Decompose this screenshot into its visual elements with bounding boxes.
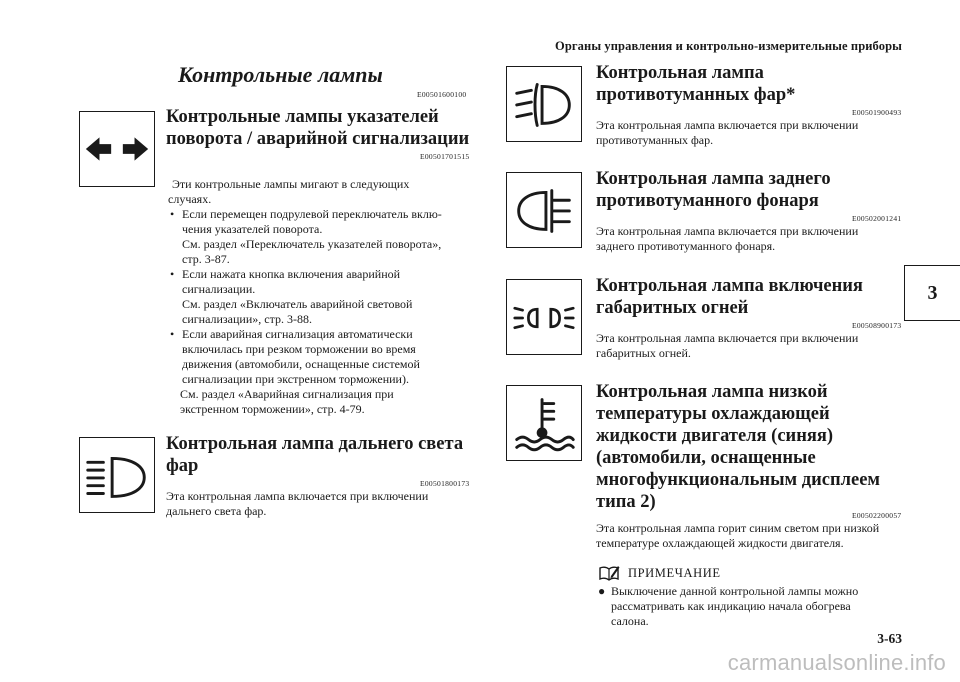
rear-fog-code: E00502001241 [852,214,902,223]
note-pencil-icon [598,564,620,582]
front-fog-code: E00501900493 [852,108,902,117]
turn-signal-heading: Контрольные лампы указателей поворота / аварийной сигнализации [166,107,470,149]
coolant-heading: Контрольная лампа низкой температуры охлаждающей жидкости двигателя (синяя) (автомобили, оснащенные многофункциональным дисплеем типа 2) [596,382,881,512]
note-list: ● Выключение данной контрольной лампы можно рассматривать как индикацию начала обогрева салона. [598,584,859,628]
turn-signal-arrows-icon [80,112,154,186]
turn-signal-bullet-list [168,207,488,387]
rear-fog-heading: Контрольная лампа заднего противотуманного фонаря [596,169,831,211]
note-bullet-icon: ● [598,584,606,598]
high-beam-code: E00501800173 [420,479,470,488]
high-beam-icon [80,438,154,512]
list-item: • Если нажата кнопка включения аварийной сигнализации. См. раздел «Включатель аварийной световой сигнализации», стр. 3-88. [170,267,413,326]
turn-signal-code: E00501701515 [420,152,470,161]
front-fog-heading: Контрольная лампа противотуманных фар* [596,63,796,105]
coolant-body: Эта контрольная лампа горит синим светом при низкой температуре охлаждающей жидкости двигателя. [596,521,880,550]
note-label: ПРИМЕЧАНИЕ [628,565,721,580]
coolant-temperature-icon [507,386,581,460]
position-lamp-code: E00508900173 [852,321,902,330]
position-lamp-body: Эта контрольная лампа включается при включении габаритных огней. [596,331,859,360]
page-number: 3-63 [877,631,902,646]
section-code: E00501600100 [417,90,467,99]
rear-fog-body: Эта контрольная лампа включается при включении заднего противотуманного фонаря. [596,224,859,253]
rear-fog-icon-box [506,172,582,248]
position-lamp-icon-box [506,279,582,355]
coolant-code: E00502200057 [852,511,902,520]
list-item: • Если аварийная сигнализация автоматически включилась при резком торможении во время движения (автомобили, оснащенные системой сигнализации при экстренном торможении). [170,327,420,386]
coolant-icon-box [506,385,582,461]
watermark: carmanualsonline.info [727,650,946,675]
turn-signal-body: Эти контрольные лампы мигают в следующих случаях. • Если перемещен подрулевой переключатель вклю- чения указателей поворота. См. раздел «Переключатель указателей поворота», стр. 3-87. • Если нажата кнопка включения аварийной сигнализации. См. раздел «Включатель аварийной световой сигнализации», стр. 3-88. • Если аварийная сигнализация автоматически включилась при резком торможении во время движения (автомобили, оснащенные системой сигнализации при экстренном торможении). См. раздел «Аварийная сигнализация при экстренном торможении», стр. 4-79. [168,177,488,417]
position-lamp-icon [507,280,581,354]
chapter-tab: 3 [904,265,960,321]
turn-signal-icon-box [79,111,155,187]
high-beam-heading: Контрольная лампа дальнего света фар [166,434,464,476]
high-beam-icon-box [79,437,155,513]
running-header: Органы управления и контрольно-измерительные приборы [555,39,902,53]
front-fog-icon [507,67,581,141]
front-fog-icon-box [506,66,582,142]
note-header [598,564,721,582]
rear-fog-icon [507,173,581,247]
turn-signal-tail: См. раздел «Аварийная сигнализация при экстренном торможении», стр. 4-79. [180,387,394,416]
list-item: • Если перемещен подрулевой переключатель вклю- чения указателей поворота. См. раздел «Переключатель указателей поворота», стр. 3-87. [170,207,442,266]
page-title: Контрольные лампы [178,62,383,87]
front-fog-body: Эта контрольная лампа включается при включении противотуманных фар. [596,118,859,147]
high-beam-body: Эта контрольная лампа включается при включении дальнего света фар. [166,489,429,518]
position-lamp-heading: Контрольная лампа включения габаритных огней [596,276,863,318]
